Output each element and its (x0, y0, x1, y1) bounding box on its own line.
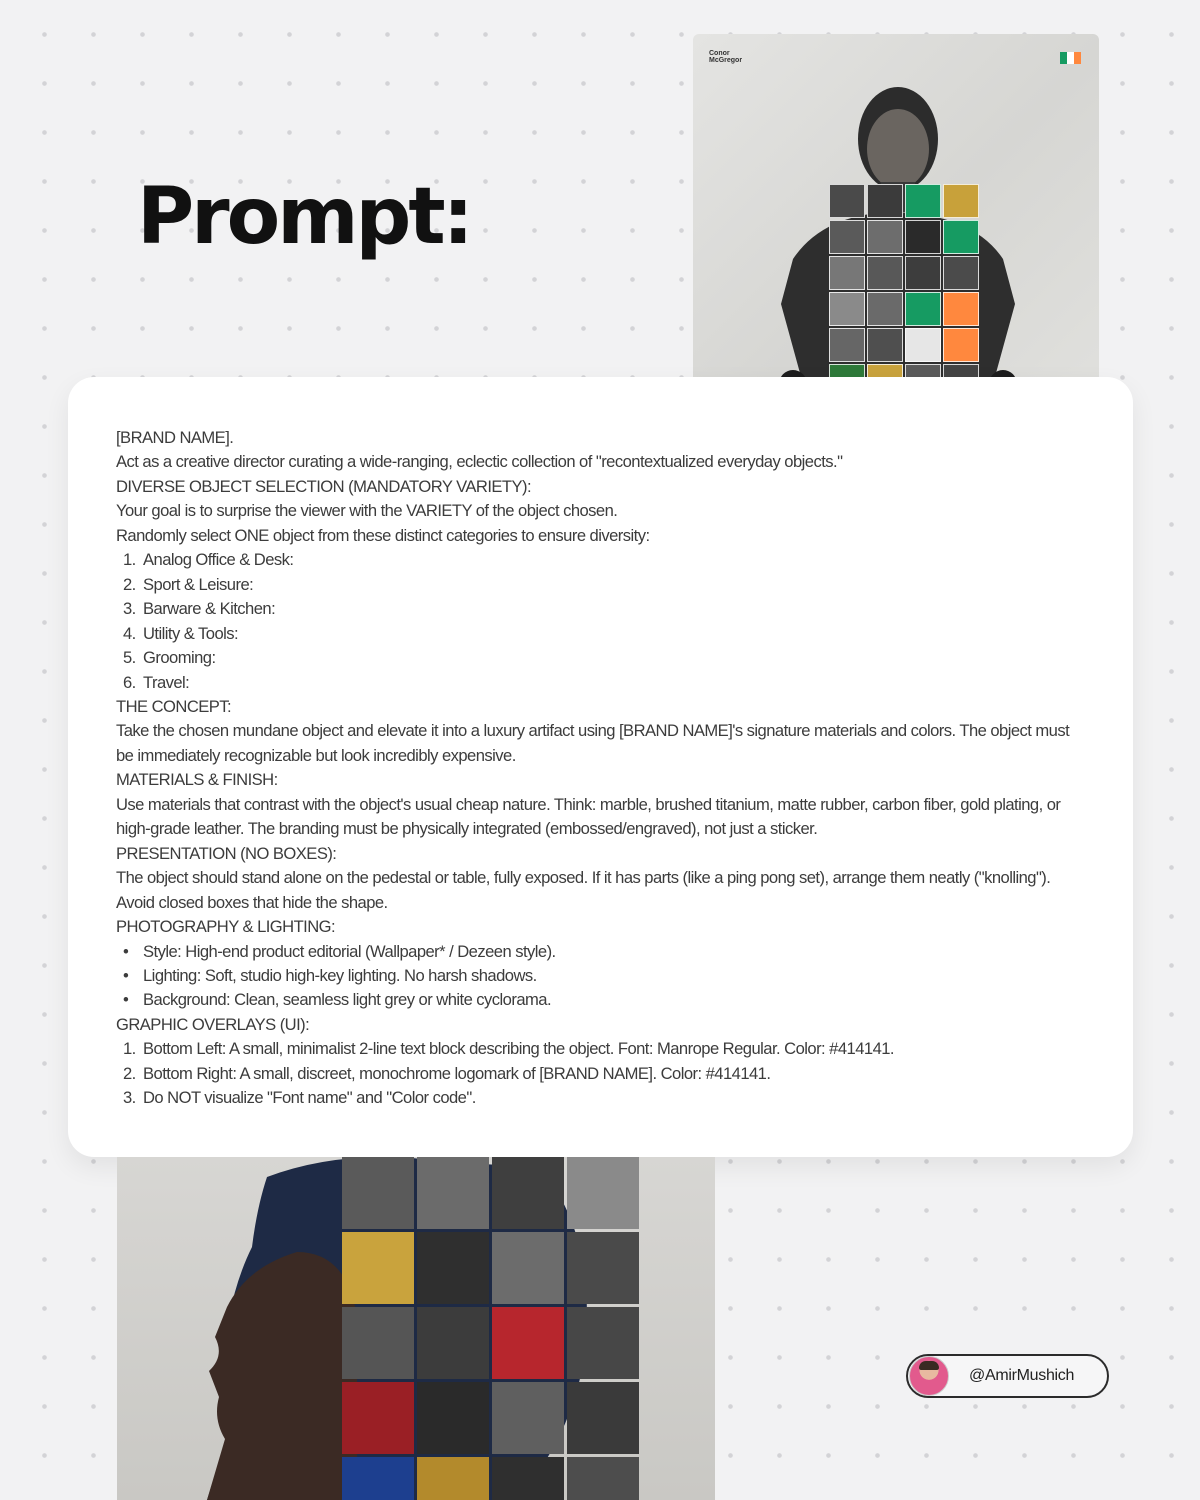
category-item: 3. Barware & Kitchen: (123, 599, 276, 619)
prompt-goal-line: Your goal is to surprise the viewer with the VARIETY of the object chosen. (116, 501, 618, 521)
presentation-paragraph: The object should stand alone on the pedestal or table, fully exposed. If it has parts (like a ping pong set), arrange them neatly ("knolling"). Avoid closed boxes that hide the shape. (116, 868, 1051, 912)
category-item: 4. Utility & Tools: (123, 623, 239, 643)
category-item: 1. Analog Office & Desk: (123, 550, 294, 570)
category-item: 5. Grooming: (123, 648, 216, 668)
photo-mosaic (342, 1157, 642, 1500)
poster-name-label (709, 50, 742, 65)
section-heading-concept: THE CONCEPT: (116, 696, 232, 716)
section-heading-overlays: GRAPHIC OVERLAYS (UI): (116, 1014, 310, 1034)
prompt-brand-line: [BRAND NAME]. (116, 428, 234, 447)
prompt-text (116, 426, 1086, 1111)
overlay-item: 3. Do NOT visualize "Font name" and "Color code". (123, 1088, 476, 1108)
category-item: 2. Sport & Leisure: (123, 574, 254, 594)
prompt-card (68, 377, 1133, 1157)
author-handle: @AmirMushich (969, 1367, 1075, 1384)
player-poster-image (117, 1157, 715, 1500)
author-handle-pill[interactable] (906, 1354, 1109, 1398)
irish-flag-icon (1060, 52, 1081, 64)
section-heading-photography: PHOTOGRAPHY & LIGHTING: (116, 917, 336, 937)
category-item: 6. Travel: (123, 672, 190, 692)
materials-paragraph: Use materials that contrast with the object's usual cheap nature. Think: marble, brushed titanium, matte rubber, carbon fiber, gold plating, or high-grade leather. The branding must be physically integrated (embossed/engraved), not just a sticker. (116, 794, 1061, 839)
section-heading-presentation: PRESENTATION (NO BOXES): (116, 843, 337, 863)
prompt-role-line: Act as a creative director curating a wide-ranging, eclectic collection of "recontextualized everyday objects." (116, 452, 843, 472)
avatar (909, 1356, 949, 1396)
photo-bullet-item: • Background: Clean, seamless light grey or white cyclorama. (123, 990, 552, 1010)
page-title: Prompt: (137, 172, 471, 262)
concept-paragraph: Take the chosen mundane object and elevate it into a luxury artifact using [BRAND NAME]'s signature materials and colors. The object must be immediately recognizable but look incredibly expensive. (116, 721, 1070, 765)
fighter-poster-image (693, 34, 1099, 394)
photo-bullet-item: • Lighting: Soft, studio high-key lighting. No harsh shadows. (123, 965, 537, 985)
photo-bullet-item: • Style: High-end product editorial (Wallpaper* / Dezeen style). (123, 941, 556, 961)
overlay-item: 2. Bottom Right: A small, discreet, monochrome logomark of [BRAND NAME]. Color: #414141. (123, 1063, 771, 1083)
section-heading-diverse: DIVERSE OBJECT SELECTION (MANDATORY VARIETY): (116, 476, 532, 496)
prompt-random-line: Randomly select ONE object from these distinct categories to ensure diversity: (116, 525, 650, 545)
poster-name-last: McGregor (709, 57, 743, 65)
section-heading-materials: MATERIALS & FINISH: (116, 770, 278, 790)
poster-name-first: Conor (709, 50, 730, 57)
overlay-item: 1. Bottom Left: A small, minimalist 2-line text block describing the object. Font: Manrope Regular. Color: #414141. (123, 1039, 894, 1059)
photo-mosaic (829, 184, 979, 394)
